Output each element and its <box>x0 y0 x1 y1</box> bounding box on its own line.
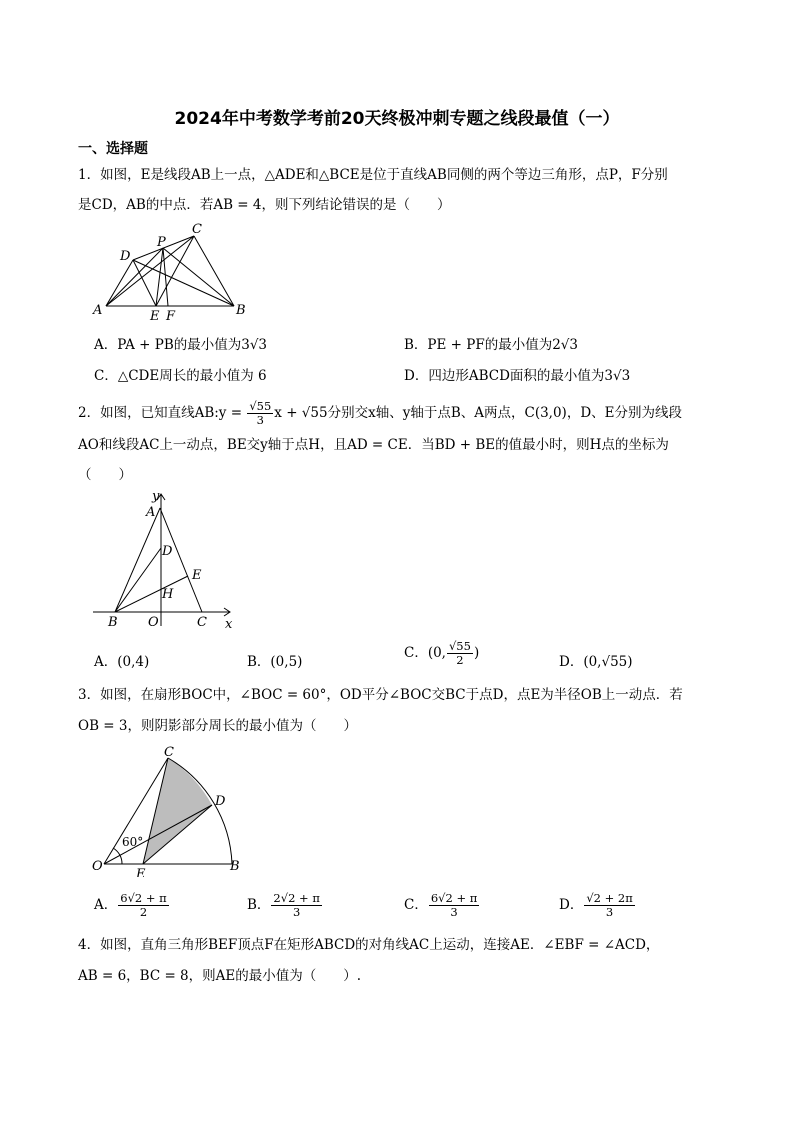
question-1-figure <box>88 218 258 328</box>
q3-option-c-prefix: C． <box>404 897 428 913</box>
fig3-label-d: D <box>215 794 226 809</box>
fig1-label-e: E <box>150 309 160 324</box>
q3-option-a-den: 2 <box>139 905 148 919</box>
q1-option-a[interactable]: A．PA + PB的最小值为3√3 <box>94 337 268 353</box>
q2-option-c[interactable] <box>404 640 479 667</box>
fig1-label-f: F <box>166 309 176 324</box>
fig2-label-b: B <box>108 615 118 630</box>
question-2-line-2: AO和线段AC上一动点，BE交y轴于点H，且AD = CE．当BD + BE的值最小时，则H点的坐标为 <box>78 437 669 453</box>
q3-option-d-num: √2 + 2π <box>586 891 633 905</box>
q3-option-b-prefix: B． <box>247 897 271 913</box>
fig2-label-d: D <box>162 544 173 559</box>
question-1-line-1: 1．如图，E是线段AB上一点，△ADE和△BCE是位于直线AB同侧的两个等边三角形，点P，F分别 <box>78 167 668 183</box>
fig3-angle-label: 60° <box>122 835 144 849</box>
q1-option-c[interactable]: C．△CDE周长的最小值为 6 <box>94 368 267 384</box>
q2-option-c-num: √55 <box>448 639 471 653</box>
q3-option-d[interactable] <box>559 892 636 919</box>
q2-slope-fraction <box>247 400 273 427</box>
q2-option-c-den: 2 <box>456 653 464 667</box>
question-3-figure <box>88 742 248 877</box>
fig1-label-d: D <box>120 249 131 264</box>
question-2-figure <box>88 488 248 633</box>
q3-option-c-fraction <box>429 892 479 919</box>
page-title: 2024年中考数学考前20天终极冲刺专题之线段最值（一） <box>174 109 620 129</box>
q2-option-c-fraction <box>447 640 473 667</box>
q2-line1-end: x + √55分别交x轴、y轴于点B、A两点，C(3,0)，D、E分别为线段 <box>274 405 683 421</box>
fig2-label-x: x <box>225 617 233 632</box>
fig3-label-b: B <box>230 859 240 874</box>
q2-slope-num: √55 <box>249 399 272 413</box>
q2-option-b[interactable]: B．(0,5) <box>247 654 303 670</box>
q2-option-d[interactable]: D．(0,√55) <box>559 654 633 670</box>
fig2-label-e: E <box>192 568 202 583</box>
q3-option-b-fraction <box>271 892 321 919</box>
q3-option-d-prefix: D． <box>559 897 584 913</box>
section-heading: 一、选择题 <box>78 141 148 157</box>
fig2-label-h: H <box>162 587 174 602</box>
fig1-label-p: P <box>157 235 166 250</box>
q2-option-a[interactable]: A．(0,4) <box>94 654 150 670</box>
question-4-line-1: 4．如图，直角三角形BEF顶点F在矩形ABCD的对角线AC上运动，连接AE．∠EBF = ∠ACD， <box>78 937 660 953</box>
fig1-label-c: C <box>192 222 202 237</box>
fig2-label-c: C <box>197 615 207 630</box>
q2-slope-den: 3 <box>256 413 264 427</box>
q2-line1-start: 2．如图，已知直线AB:y = <box>78 405 247 421</box>
fig1-label-b: B <box>236 303 246 318</box>
fig2-label-o: O <box>148 615 159 630</box>
q3-option-a-num: 6√2 + π <box>120 891 167 905</box>
q1-option-d[interactable]: D．四边形ABCD面积的最小值为3√3 <box>404 368 631 384</box>
q3-option-d-fraction <box>584 892 634 919</box>
fig2-label-y: y <box>152 489 160 504</box>
q2-option-c-prefix: C．(0, <box>404 645 446 661</box>
question-3-line-1: 3．如图，在扇形BOC中，∠BOC = 60°，OD平分∠BOC交BC于点D，点E为半径OB上一动点．若 <box>78 687 683 703</box>
fig3-label-c: C <box>164 745 174 760</box>
fig3-label-o: O <box>92 859 103 874</box>
fig2-label-a: A <box>146 505 156 520</box>
fig1-label-a: A <box>93 303 103 318</box>
q3-option-b-den: 3 <box>292 905 301 919</box>
fig3-label-e: E <box>136 867 146 877</box>
question-4-line-2: AB = 6，BC = 8，则AE的最小值为（ ）. <box>78 968 362 984</box>
question-1-line-2: 是CD，AB的中点．若AB = 4，则下列结论错误的是（ ） <box>78 197 451 213</box>
q3-option-b[interactable] <box>247 892 323 919</box>
q3-option-a[interactable] <box>94 892 170 919</box>
q3-option-a-fraction <box>118 892 168 919</box>
q3-option-c[interactable] <box>404 892 480 919</box>
q3-option-c-den: 3 <box>450 905 458 919</box>
q3-option-c-num: 6√2 + π <box>430 891 478 905</box>
q3-option-b-num: 2√2 + π <box>273 891 320 905</box>
q3-option-a-prefix: A． <box>94 897 118 913</box>
question-3-line-2: OB = 3，则阴影部分周长的最小值为（ ） <box>78 718 357 734</box>
q2-option-c-suffix: ) <box>473 645 480 661</box>
q1-option-b[interactable]: B．PE + PF的最小值为2√3 <box>404 337 578 353</box>
question-2-line-3: （ ） <box>78 467 132 483</box>
question-2-line-1 <box>78 398 718 429</box>
q3-option-d-den: 3 <box>605 905 614 919</box>
